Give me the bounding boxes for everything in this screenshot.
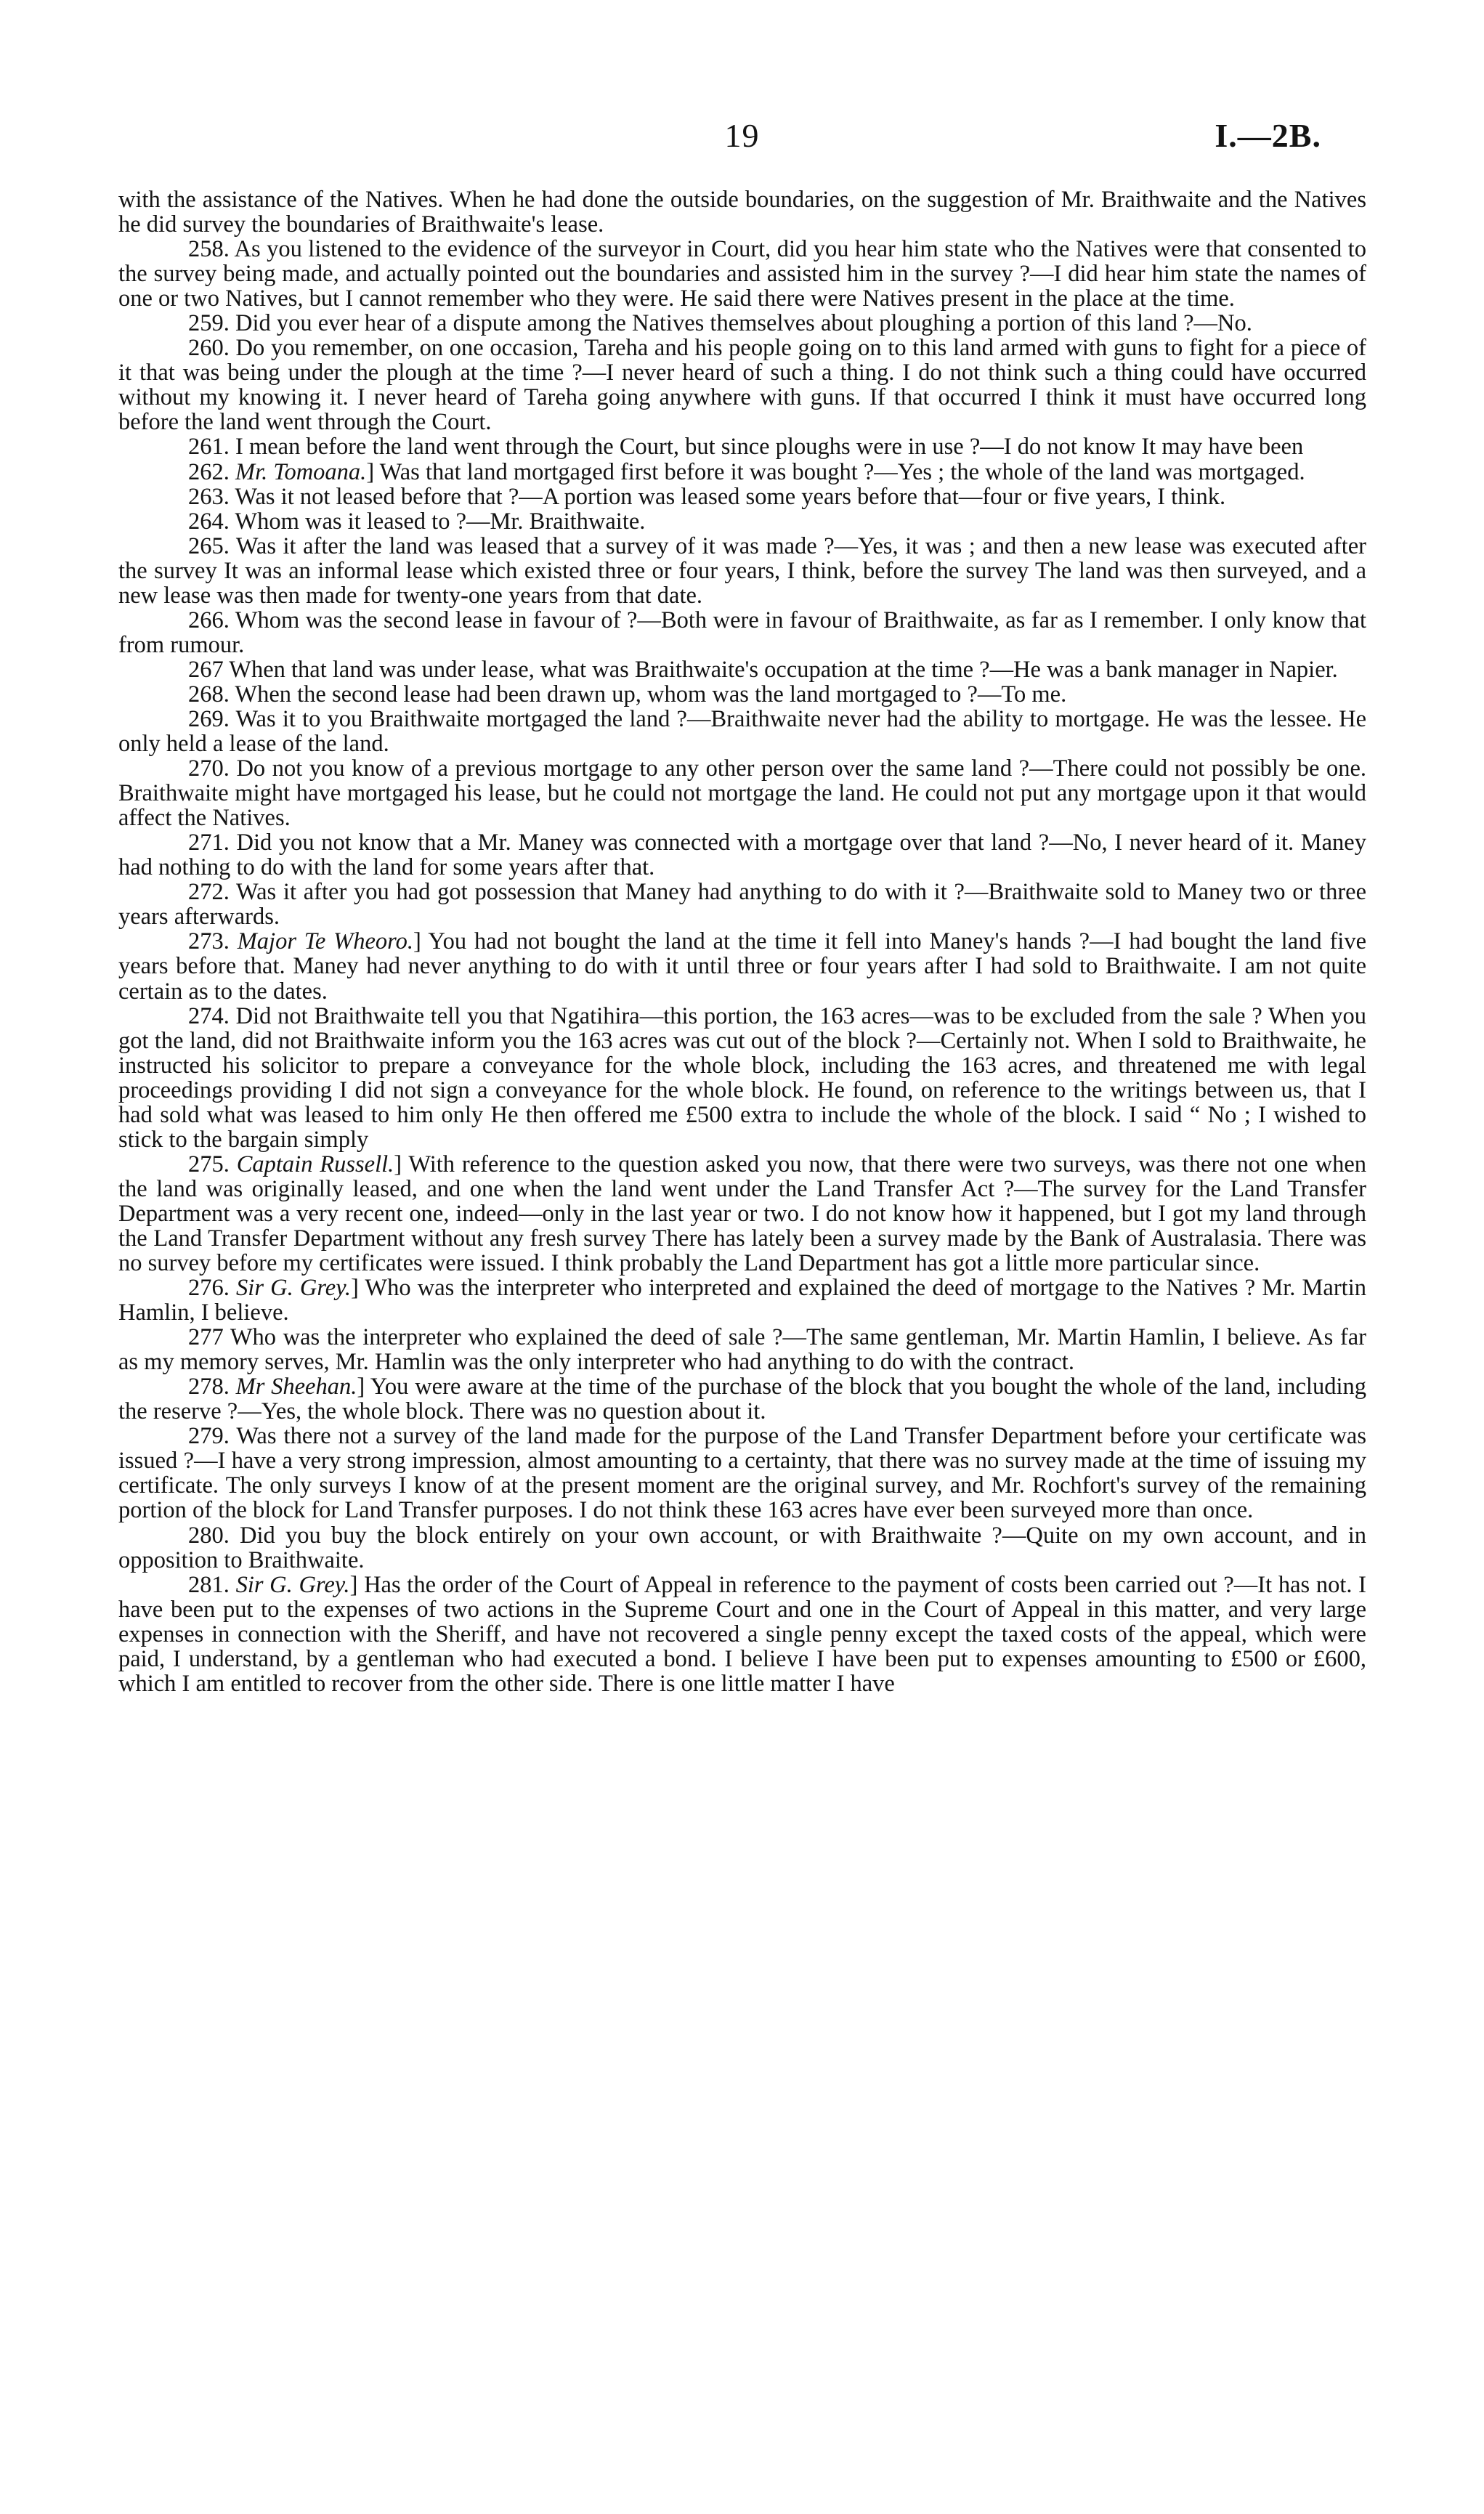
paragraph-266: 266. Whom was the second lease in favour of ?—Both were in favour of Braithwaite, as far as I remember. I only know that from rumour. <box>118 607 1366 658</box>
paragraph-text: ] With reference to the question asked you now, that there were two surveys, was there not one when the land was originally leased, and one when the land went under the Land Transfer Act ?—The survey for the Land Transfer Department was a very recent one, indeed—only in the last year or two. I do not know how it happened, but I got my land through the Land Transfer Department without any fresh survey There has lately been a survey made by the Bank of Australasia. There was no survey before my certificates were issued. I think probably the Land Department has got a little more particular since. <box>118 1151 1367 1277</box>
paragraph-264: 264. Whom was it leased to ?—Mr. Braithwaite. <box>188 508 646 535</box>
question-number: 276. <box>188 1275 230 1302</box>
paragraph-text: ] You had not bought the land at the time it fell into Maney's hands ?—I had bought the land five years before that. Maney had never anything to do with it until three or four years after I had sold to Braithwaite. I am not quite certain as to the dates. <box>118 928 1366 1005</box>
question-number: 278. <box>188 1374 230 1400</box>
paragraph-271: 271. Did you not know that a Mr. Maney was connected with a mortgage over that land ?—No, I never heard of it. Maney had nothing to do with the land for some years after that. <box>118 830 1366 881</box>
question-number: 275. <box>188 1151 230 1177</box>
paragraph-260: 260. Do you remember, on one occasion, Tareha and his people going on to this land armed with guns to fight for a piece of it that was being under the plough at the time ?—I never heard of such a thing. I do not think such a thing could have occurred without my knowing it. I never heard of Tareha going anywhere with guns. If that occurred I think it must have occurred long before the land went through the Court. <box>118 335 1366 436</box>
question-number: 281. <box>188 1571 230 1598</box>
paragraph-276 <box>118 1276 1366 1325</box>
paragraph-274: 274. Did not Braithwaite tell you that Ngatihira—this portion, the 163 acres—was to be excluded from the sale ? When you got the land, did not Braithwaite inform you the 163 acres was cut out of the block ?—Certainly not. When I sold to Braithwaite, he instructed his solicitor to prepare a conveyance for the whole block, including the 163 acres, and threatened me with legal proceedings providing I did not sign a conveyance for the whole block. He found, on reference to the writings between us, that I had sold what was leased to him only He then offered me £500 extra to include the whole of the block. I said “ No ; I wished to stick to the bargain simply <box>118 1002 1366 1153</box>
paragraph-269: 269. Was it to you Braithwaite mortgaged the land ?—Braithwaite never had the ability to mortgage. He was the lessee. He only held a lease of the land. <box>118 705 1366 758</box>
paragraph-261: 261. I mean before the land went through the Court, but since ploughs were in use ?—I do not know It may have been <box>188 434 1304 461</box>
paragraph-text: ] Was that land mortgaged first before it was bought ?—Yes ; the whole of the land was mortgaged. <box>366 458 1305 485</box>
paragraph-268: 268. When the second lease had been drawn up, whom was the land mortgaged to ?—To me. <box>188 681 1067 707</box>
paragraph-275 <box>118 1152 1366 1276</box>
paragraph-272: 272. Was it after you had got possession that Maney had anything to do with it ?—Braithwaite sold to Maney two or three years afterwards. <box>118 879 1366 930</box>
paragraph-text: ] Has the order of the Court of Appeal in reference to the payment of costs been carried out ?—It has not. I have been put to the expenses of two actions in the Supreme Court and one in the Court of Appeal in this matter, and very large expenses in connection with the Sheriff, and have not recovered a single penny except the taxed costs of the appeal, which were paid, I understand, by a gentleman who had executed a bond. I believe I have been put to expenses amounting to £500 or £600, which I am entitled to recover from the other side. There is one little matter I have <box>118 1571 1366 1697</box>
paragraph-265: 265. Was it after the land was leased that a survey of it was made ?—Yes, it was ; and then a new lease was executed after the survey It was an informal lease which existed three or four years, I think, before the survey The land was then surveyed, and a new lease was then made for twenty-one years from that date. <box>118 532 1366 609</box>
paragraph-277: 277 Who was the interpreter who explained the deed of sale ?—The same gentleman, Mr. Martin Hamlin, I believe. As far as my memory serves, Mr. Hamlin was the only interpreter who had anything to do with the contract. <box>118 1324 1366 1376</box>
paragraph-279: 279. Was there not a survey of the land made for the purpose of the Land Transfer Department before your certificate was issued ?—I have a very strong impression, almost amounting to a certainty, that there was no survey made at the time of issuing my certificate. The only surveys I know of at the present moment are the original survey, and Mr. Rochfort's survey of the remaining portion of the block for Land Transfer purposes. I do not think these 163 acres have ever been surveyed more than once. <box>118 1423 1366 1524</box>
question-number: 262. <box>188 458 230 485</box>
paragraph-259: 259. Did you ever hear of a dispute among the Natives themselves about ploughing a portion of this land ?—No. <box>188 310 1252 337</box>
page-number: 19 <box>724 117 760 154</box>
page-header <box>0 116 1484 160</box>
question-number: 273. <box>188 928 230 955</box>
paragraph-281 <box>118 1573 1366 1696</box>
document-reference: I.—2B. <box>1215 117 1321 154</box>
paragraph-258: 258. As you listened to the evidence of the surveyor in Court, did you hear him state who the Natives were that consented to the survey being made, and actually pointed out the boundaries and assisted him in the survey ?—I did hear him state the names of one or two Natives, but I cannot remember who they were. He said there were Natives present in the place at the time. <box>118 236 1366 312</box>
speaker-name: Mr. Tomoana. <box>235 458 367 485</box>
paragraph-273 <box>118 929 1366 1003</box>
paragraph-280: 280. Did you buy the block entirely on your own account, or with Braithwaite ?—Quite on my own account, and in opposition to Braithwaite. <box>118 1522 1366 1573</box>
paragraph-263: 263. Was it not leased before that ?—A portion was leased some years before that—four or five years, I think. <box>188 483 1226 510</box>
speaker-name: Sir G. Grey. <box>235 1571 350 1598</box>
paragraph-text: ] You were aware at the time of the purchase of the block that you bought the whole of the land, including the reserve ?—Yes, the whole block. There was no question about it. <box>118 1374 1366 1425</box>
paragraph-continued: with the assistance of the Natives. When he had done the outside boundaries, on the suggestion of Mr. Braithwaite and the Natives he did survey the boundaries of Braithwaite's lease. <box>118 187 1366 238</box>
paragraph-278 <box>118 1374 1366 1424</box>
body-text <box>118 187 1366 1696</box>
speaker-name: Major Te Wheoro. <box>237 928 413 955</box>
paragraph-270: 270. Do not you know of a previous mortgage to any other person over the same land ?—There could not possibly be one. Braithwaite might have mortgaged his lease, but he could not mortgage the land. He could not put any mortgage upon it that would affect the Natives. <box>118 755 1366 832</box>
paragraph-262 <box>118 460 1366 484</box>
speaker-name: Mr Sheehan. <box>235 1374 357 1400</box>
paragraph-267: 267 When that land was under lease, what was Braithwaite's occupation at the time ?—He was a bank manager in Napier. <box>188 656 1338 683</box>
speaker-name: Sir G. Grey. <box>236 1275 351 1302</box>
speaker-name: Captain Russell. <box>236 1151 394 1177</box>
paragraph-text: ] Who was the interpreter who interpreted and explained the deed of mortgage to the Natives ? Mr. Martin Hamlin, I believe. <box>118 1275 1366 1326</box>
